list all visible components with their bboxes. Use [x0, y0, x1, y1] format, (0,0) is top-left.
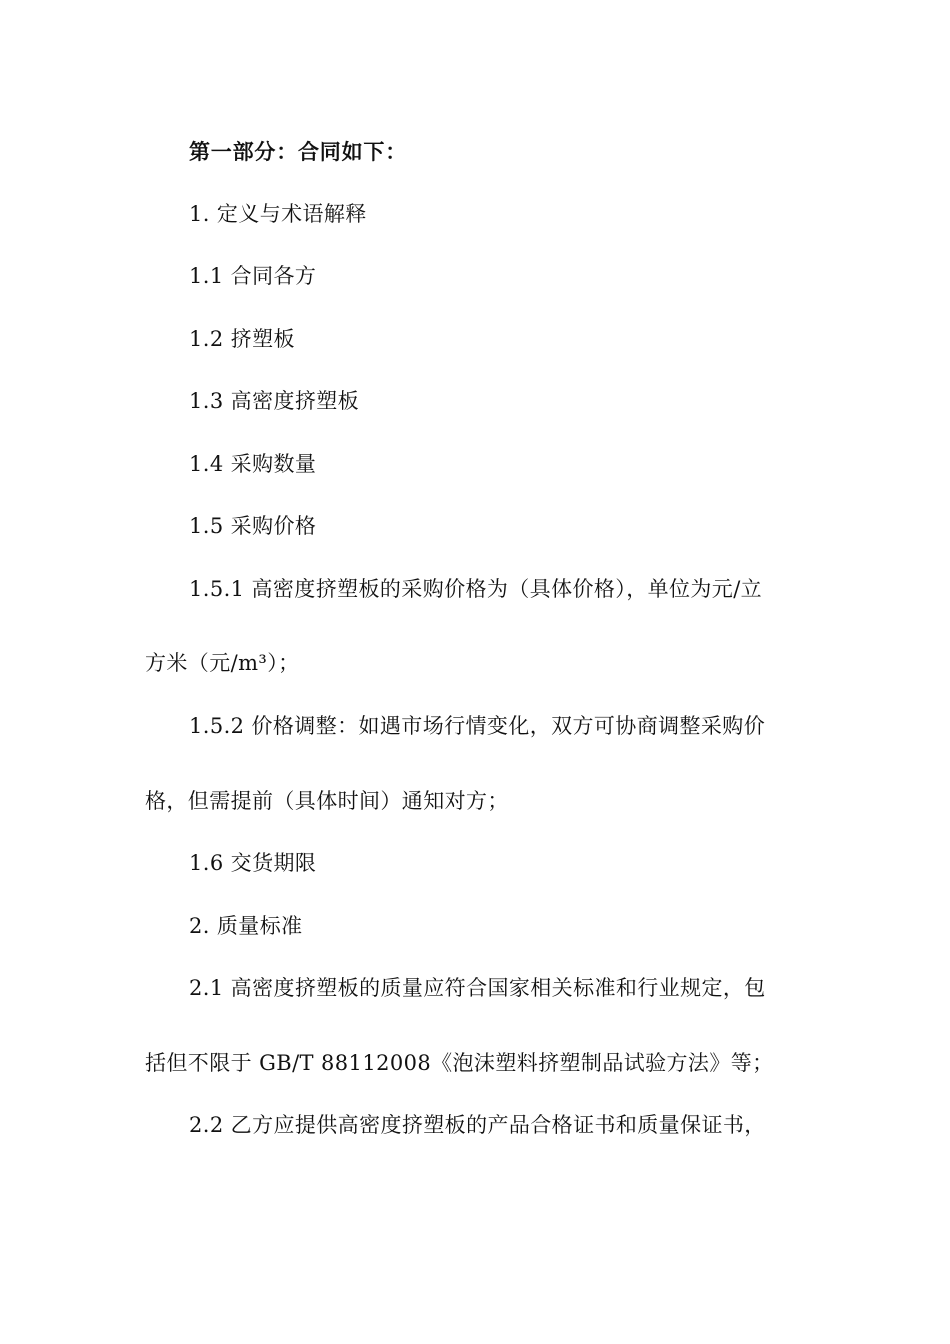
section-heading: 第一部分：合同如下：	[189, 139, 407, 164]
clause-1-5-2-line2: 格，但需提前（具体时间）通知对方；	[145, 789, 509, 813]
clause-1-2: 1.2 挤塑板	[189, 327, 295, 351]
clause-1: 1. 定义与术语解释	[189, 202, 367, 226]
clause-1-5-2-line1: 1.5.2 价格调整：如遇市场行情变化，双方可协商调整采购价	[189, 714, 766, 738]
clause-2-1-line2: 括但不限于 GB/T 88112008《泡沫塑料挤塑制品试验方法》等；	[145, 1051, 774, 1075]
clause-1-5-1-line1: 1.5.1 高密度挤塑板的采购价格为（具体价格），单位为元/立	[189, 577, 763, 601]
clause-1-1: 1.1 合同各方	[189, 264, 317, 288]
clause-1-3: 1.3 高密度挤塑板	[189, 389, 360, 413]
clause-2: 2. 质量标准	[189, 914, 303, 938]
clause-1-5-1-line2: 方米（元/m³）；	[145, 651, 300, 675]
clause-2-1-line1: 2.1 高密度挤塑板的质量应符合国家相关标准和行业规定，包	[189, 976, 766, 1000]
clause-1-5: 1.5 采购价格	[189, 514, 317, 538]
clause-1-6: 1.6 交货期限	[189, 851, 317, 875]
clause-2-2-line1: 2.2 乙方应提供高密度挤塑板的产品合格证书和质量保证书，	[189, 1113, 766, 1137]
clause-1-4: 1.4 采购数量	[189, 452, 317, 476]
